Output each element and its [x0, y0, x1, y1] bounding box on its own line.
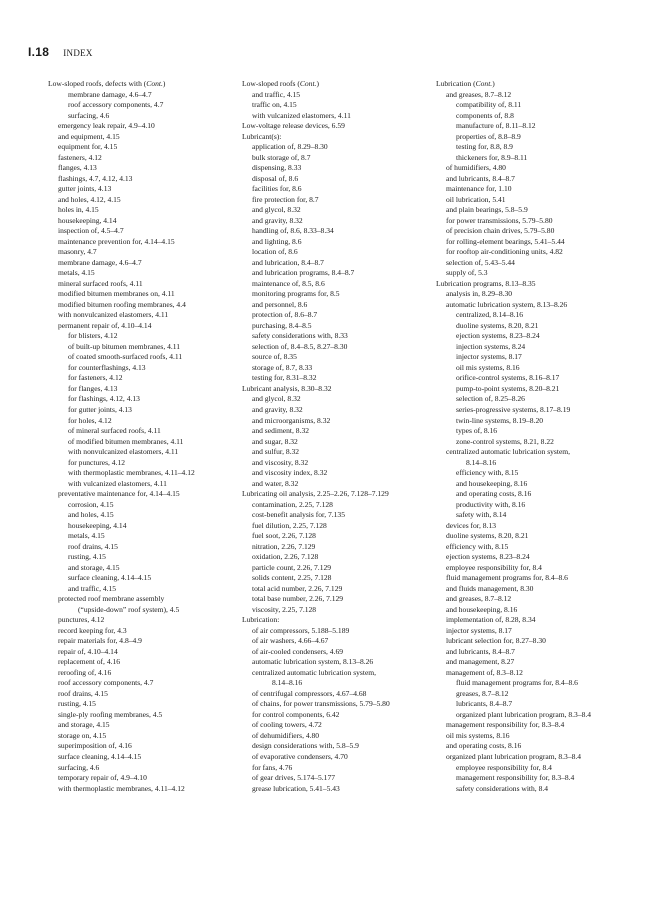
index-subentry: corrosion, 4.15: [68, 499, 114, 509]
index-subentry: of gear drives, 5.174–5.177: [252, 773, 335, 783]
index-subentry: holes in, 4.15: [58, 205, 99, 215]
index-subentry: preventative maintenance for, 4.14–4.15: [58, 489, 180, 499]
index-subentry: injector systems, 8.17: [446, 625, 512, 635]
index-subentry: centralized, 8.14–8.16: [456, 310, 524, 320]
index-subentry: and greases, 8.7–8.12: [446, 594, 512, 604]
index-subentry: orifice-control systems, 8.16–8.17: [456, 373, 560, 383]
index-subentry: management of, 8.3–8.12: [446, 667, 523, 677]
index-subentry: of built-up bitumen membranes, 4.11: [68, 341, 181, 351]
index-subentry: design considerations with, 5.8–5.9: [252, 741, 359, 751]
index-subentry: management responsibility for, 8.3–8.4: [446, 720, 565, 730]
index-subentry: safety with, 8.14: [456, 510, 507, 520]
index-subentry: pump-to-point systems, 8.20–8.21: [456, 383, 560, 393]
index-subentry: of air-cooled condensers, 4.69: [252, 646, 344, 656]
index-subentry: rusting, 4.15: [58, 699, 96, 709]
index-subentry: of air compressors, 5.188–5.189: [252, 625, 350, 635]
index-subentry: organized plant lubrication program, 8.3–8.4: [456, 709, 592, 719]
index-subentry: analysis in, 8.29–8.30: [446, 289, 513, 299]
index-subentry: flashings, 4.7, 4.12, 4.13: [58, 173, 133, 183]
index-subentry: disposal of, 8.6: [252, 173, 299, 183]
index-subentry: types of, 8.16: [456, 426, 498, 436]
index-subentry: storage of, 8.7, 8.33: [252, 362, 313, 372]
index-subentry: permanent repair of, 4.10–4.14: [58, 320, 152, 330]
index-subentry: bulk storage of, 8.7: [252, 152, 311, 162]
index-subentry: and microorganisms, 8.32: [252, 415, 331, 425]
index-subentry: thickeners for, 8.9–8.11: [456, 152, 528, 162]
index-subentry: equipment for, 4.15: [58, 142, 118, 152]
index-subentry: and gravity, 8.32: [252, 215, 303, 225]
index-main-entry: Lubrication (Cont.): [436, 79, 495, 88]
index-subentry: twin-line systems, 8.19–8.20: [456, 415, 543, 425]
index-column-1: [48, 79, 244, 794]
index-subentry: traffic on, 4.15: [252, 100, 297, 110]
index-subentry: and glycol, 8.32: [252, 394, 301, 404]
index-subentry: with thermoplastic membranes, 4.11–4.12: [58, 783, 185, 793]
index-subentry: grease lubrication, 5.41–5.43: [252, 783, 340, 793]
index-main-entry: Lubricating oil analysis, 2.25–2.26, 7.128–7.129: [242, 489, 389, 499]
index-subentry: of centrifugal compressors, 4.67–4.68: [252, 688, 367, 698]
index-subentry: oil mis systems, 8.16: [446, 730, 510, 740]
index-subentry: particle count, 2.26, 7.129: [252, 562, 332, 572]
index-subentry: membrane damage, 4.6–4.7: [58, 257, 142, 267]
index-subentry: location of, 8.6: [252, 247, 298, 257]
index-subentry: superimposition of, 4.16: [58, 741, 132, 751]
index-subentry: of air washers, 4.66–4.67: [252, 636, 329, 646]
index-subentry: fluid management programs for, 8.4–8.6: [446, 573, 568, 583]
index-subentry: injector systems, 8.17: [456, 352, 522, 362]
index-subentry: for flanges, 4.13: [68, 383, 118, 393]
index-subentry: of dehumidifiers, 4.80: [252, 730, 320, 740]
index-subentry: surface cleaning, 4.14–4.15: [58, 752, 142, 761]
index-subentry: maintenance for, 1.10: [446, 184, 512, 194]
index-subentry: employee responsibility for, 8.4: [446, 562, 542, 572]
index-subentry: fluid management programs for, 8.4–8.6: [456, 678, 578, 688]
index-subentry: emergency leak repair, 4.9–4.10: [58, 121, 155, 131]
index-subentry: and lubrication programs, 8.4–8.7: [252, 268, 355, 278]
index-subentry: for rooftop air-conditioning units, 4.82: [446, 247, 563, 257]
index-subentry: record keeping for, 4.3: [58, 625, 127, 635]
index-subentry: with vulcanized elastomers, 4.11: [68, 478, 167, 488]
index-subentry: and housekeeping, 8.16: [456, 478, 528, 488]
index-subentry: total base number, 2.26, 7.129: [252, 594, 344, 604]
index-subentry: injection systems, 8.24: [456, 341, 526, 351]
index-subentry: and traffic, 4.15: [68, 583, 117, 593]
index-subentry: roof accessory components, 4.7: [68, 100, 164, 110]
index-subentry: for fasteners, 4.12: [68, 373, 123, 383]
index-main-entry: Low-voltage release devices, 6.59: [242, 121, 345, 131]
index-subentry: for punctures, 4.12: [68, 457, 126, 467]
index-subentry: and holes, 4.15: [68, 510, 114, 520]
index-subentry: selection of, 8.25–8.26: [456, 394, 525, 404]
index-subentry: oxidation, 2.26, 7.128: [252, 552, 319, 562]
index-subentry: with vulcanized elastomers, 4.11: [252, 110, 351, 120]
index-subentry: centralized automatic lubrication system,: [252, 667, 377, 677]
index-subentry: viscosity, 2.25, 7.128: [252, 604, 317, 614]
index-subentry: of coated smooth-surfaced roofs, 4.11: [68, 352, 183, 362]
index-subentry: membrane damage, 4.6–4.7: [68, 89, 152, 99]
index-subentry: employee responsibility for, 8.4: [456, 762, 552, 772]
index-subentry: with thermoplastic membranes, 4.11–4.12: [68, 468, 195, 478]
index-main-entry: Low-sloped roofs (Cont.): [242, 79, 319, 88]
index-subentry: devices for, 8.13: [446, 520, 496, 530]
index-subentry: and operating costs, 8.16: [456, 489, 532, 499]
index-subentry: repair of, 4.10–4.14: [58, 646, 118, 656]
index-subentry: reroofing of, 4.16: [58, 667, 112, 677]
index-column-3: [436, 79, 632, 794]
index-subentry: fuel dilution, 2.25, 7.128: [252, 520, 327, 530]
index-subentry: and lubricants, 8.4–8.7: [446, 646, 515, 656]
index-subentry: for power transmissions, 5.79–5.80: [446, 215, 553, 225]
index-subentry: and lighting, 8.6: [252, 236, 302, 246]
index-subentry: application of, 8.29–8.30: [252, 142, 328, 152]
index-subentry: compatibility of, 8.11: [456, 100, 522, 110]
index-subentry: management responsibility for, 8.3–8.4: [456, 773, 575, 783]
index-subentry: surfacing, 4.6: [68, 110, 110, 120]
index-subentry: duoline systems, 8.20, 8.21: [446, 531, 529, 541]
index-subentry: duoline systems, 8.20, 8.21: [456, 320, 539, 330]
index-column-2: [242, 79, 438, 794]
index-subentry: of precision chain drives, 5.79–5.80: [446, 226, 555, 236]
index-subentry: efficiency with, 8.15: [446, 541, 509, 551]
index-subentry: cost-benefit analysis for, 7.135: [252, 510, 345, 520]
index-subentry: and management, 8.27: [446, 657, 515, 667]
index-subentry: and lubricants, 8.4–8.7: [446, 173, 515, 183]
index-subentry: facilities for, 8.6: [252, 184, 302, 194]
running-head: INDEX: [63, 48, 93, 58]
index-subentry: repair materials for, 4.8–4.9: [58, 636, 142, 646]
index-subentry: replacement of, 4.16: [58, 657, 121, 667]
index-main-entry: Lubricant analysis, 8.30–8.32: [242, 383, 332, 393]
index-subentry: and greases, 8.7–8.12: [446, 89, 512, 99]
index-subentry: roof drains, 4.15: [68, 541, 118, 551]
index-subentry: lubricant selection for, 8.27–8.30: [446, 636, 546, 646]
index-subentry: flanges, 4.13: [58, 163, 97, 173]
index-main-entry: Low-sloped roofs, defects with (Cont.): [48, 79, 166, 88]
index-main-entry: Lubrication:: [242, 615, 280, 625]
index-subentry: greases, 8.7–8.12: [456, 688, 509, 698]
index-subentry: zone-control systems, 8.21, 8.22: [456, 436, 554, 446]
index-subentry: storage on, 4.15: [58, 730, 107, 740]
index-subentry: components of, 8.8: [456, 110, 514, 120]
index-subentry: safety considerations with, 8.4: [456, 783, 549, 793]
index-subentry: protected roof membrane assembly: [58, 594, 165, 604]
index-subentry: for blisters, 4.12: [68, 331, 118, 341]
index-subentry: and plain bearings, 5.8–5.9: [446, 205, 528, 215]
index-subentry: (“upside-down” roof system), 4.5: [78, 604, 180, 614]
index-subentry: metals, 4.15: [58, 268, 95, 278]
index-subentry: safety considerations with, 8.33: [252, 331, 348, 341]
index-subentry: of evaporative condensers, 4.70: [252, 752, 348, 761]
index-subentry: properties of, 8.8–8.9: [456, 131, 521, 141]
index-subentry: efficiency with, 8.15: [456, 468, 519, 478]
index-subentry: oil lubrication, 5.41: [446, 194, 506, 204]
index-subentry: nitration, 2.26, 7.129: [252, 541, 316, 551]
index-subentry: selection of, 8.4–8.5, 8.27–8.30: [252, 341, 348, 351]
index-subentry: masonry, 4.7: [58, 247, 97, 257]
index-subentry: of mineral surfaced roofs, 4.11: [68, 426, 161, 436]
index-subentry: dispensing, 8.33: [252, 163, 302, 173]
index-subentry: surface cleaning, 4.14–4.15: [68, 573, 152, 583]
index-subentry: mineral surfaced roofs, 4.11: [58, 278, 143, 288]
index-subentry: surfacing, 4.6: [58, 762, 100, 772]
index-subentry: gutter joints, 4.13: [58, 184, 112, 194]
index-subentry: lubricants, 8.4–8.7: [456, 699, 513, 709]
index-subentry: 8.14–8.16: [272, 678, 303, 688]
index-subentry: centralized automatic lubrication system,: [446, 447, 571, 457]
index-subentry: with nonvulcanized elastomers, 4.11: [58, 310, 169, 320]
index-subentry: and personnel, 8.6: [252, 299, 308, 309]
index-subentry: single-ply roofing membranes, 4.5: [58, 709, 163, 719]
index-subentry: and water, 8.32: [252, 478, 299, 488]
index-subentry: automatic lubrication system, 8.13–8.26: [252, 657, 374, 667]
index-subentry: and sulfur, 8.32: [252, 447, 300, 457]
index-subentry: housekeeping, 4.14: [58, 215, 117, 225]
index-subentry: punctures, 4.12: [58, 615, 105, 625]
index-subentry: metals, 4.15: [68, 531, 105, 541]
index-subentry: with nonvulcanized elastomers, 4.11: [68, 447, 179, 457]
index-subentry: fasteners, 4.12: [58, 152, 102, 162]
index-subentry: rusting, 4.15: [68, 552, 106, 562]
page-number: I.18: [28, 45, 50, 59]
page-header: [28, 43, 93, 57]
index-main-entry: Lubrication programs, 8.13–8.35: [436, 278, 536, 288]
index-subentry: 8.14–8.16: [466, 457, 497, 467]
index-subentry: maintenance of, 8.5, 8.6: [252, 278, 325, 288]
index-subentry: series-progressive systems, 8.17–8.19: [456, 404, 571, 414]
index-subentry: purchasing, 8.4–8.5: [252, 320, 312, 330]
index-subentry: for counterflashings, 4.13: [68, 362, 146, 372]
index-subentry: productivity with, 8.16: [456, 499, 526, 509]
index-subentry: for fans, 4.76: [252, 762, 293, 772]
index-subentry: ejection systems, 8.23–8.24: [446, 552, 530, 562]
index-subentry: for rolling-element bearings, 5.41–5.44: [446, 236, 565, 246]
index-subentry: and traffic, 4.15: [252, 89, 301, 99]
index-subentry: solids content, 2.25, 7.128: [252, 573, 332, 583]
index-subentry: supply of, 5.3: [446, 268, 488, 278]
index-subentry: for gutter joints, 4.13: [68, 404, 132, 414]
index-subentry: implementation of, 8.28, 8.34: [446, 615, 536, 625]
index-subentry: for flashings, 4.12, 4.13: [68, 394, 140, 404]
index-subentry: oil mis systems, 8.16: [456, 362, 520, 372]
index-subentry: housekeeping, 4.14: [68, 520, 127, 530]
index-main-entry: Lubricant(s):: [242, 131, 282, 141]
index-subentry: modified bitumen membranes on, 4.11: [58, 289, 175, 299]
index-subentry: manufacture of, 8.11–8.12: [456, 121, 536, 131]
index-subentry: and housekeeping, 8.16: [446, 604, 518, 614]
index-subentry: of humidifiers, 4.80: [446, 163, 506, 173]
index-subentry: modified bitumen roofing membranes, 4.4: [58, 299, 186, 309]
index-subentry: contamination, 2.25, 7.128: [252, 499, 333, 509]
index-subentry: fuel soot, 2.26, 7.128: [252, 531, 316, 541]
index-subentry: and sediment, 8.32: [252, 426, 310, 436]
index-subentry: and gravity, 8.32: [252, 404, 303, 414]
index-subentry: of modified bitumen membranes, 4.11: [68, 436, 184, 446]
index-subentry: testing for, 8.31–8.32: [252, 373, 317, 383]
index-subentry: and lubrication, 8.4–8.7: [252, 257, 324, 267]
index-subentry: temporary repair of, 4.9–4.10: [58, 773, 147, 783]
index-subentry: total acid number, 2.26, 7.129: [252, 583, 343, 593]
index-subentry: handling of, 8.6, 8.33–8.34: [252, 226, 334, 236]
index-subentry: and operating costs, 8.16: [446, 741, 522, 751]
index-subentry: source of, 8.35: [252, 352, 297, 362]
index-subentry: and equipment, 4.15: [58, 131, 120, 141]
index-subentry: for holes, 4.12: [68, 415, 112, 425]
index-subentry: testing for, 8.8, 8.9: [456, 142, 513, 152]
index-subentry: ejection systems, 8.23–8.24: [456, 331, 540, 341]
index-subentry: of cooling towers, 4.72: [252, 720, 322, 730]
index-subentry: protection of, 8.6–8.7: [252, 310, 318, 320]
index-subentry: fire protection for, 8.7: [252, 194, 319, 204]
index-subentry: and viscosity index, 8.32: [252, 468, 328, 478]
index-subentry: monitoring programs for, 8.5: [252, 289, 340, 299]
index-subentry: organized plant lubrication program, 8.3–8.4: [446, 752, 582, 761]
index-subentry: inspection of, 4.5–4.7: [58, 226, 124, 236]
index-subentry: for control components, 6.42: [252, 709, 340, 719]
index-subentry: maintenance prevention for, 4.14–4.15: [58, 236, 175, 246]
index-subentry: and fluids management, 8.30: [446, 583, 534, 593]
index-subentry: roof drains, 4.15: [58, 688, 108, 698]
index-subentry: and storage, 4.15: [68, 562, 120, 572]
index-subentry: and holes, 4.12, 4.15: [58, 194, 121, 204]
index-subentry: automatic lubrication system, 8.13–8.26: [446, 299, 568, 309]
index-subentry: and glycol, 8.32: [252, 205, 301, 215]
index-subentry: of chains, for power transmissions, 5.79–5.80: [252, 699, 390, 709]
index-subentry: roof accessory components, 4.7: [58, 678, 154, 688]
index-subentry: selection of, 5.43–5.44: [446, 257, 515, 267]
index-subentry: and sugar, 8.32: [252, 436, 298, 446]
index-subentry: and storage, 4.15: [58, 720, 110, 730]
index-subentry: and viscosity, 8.32: [252, 457, 309, 467]
